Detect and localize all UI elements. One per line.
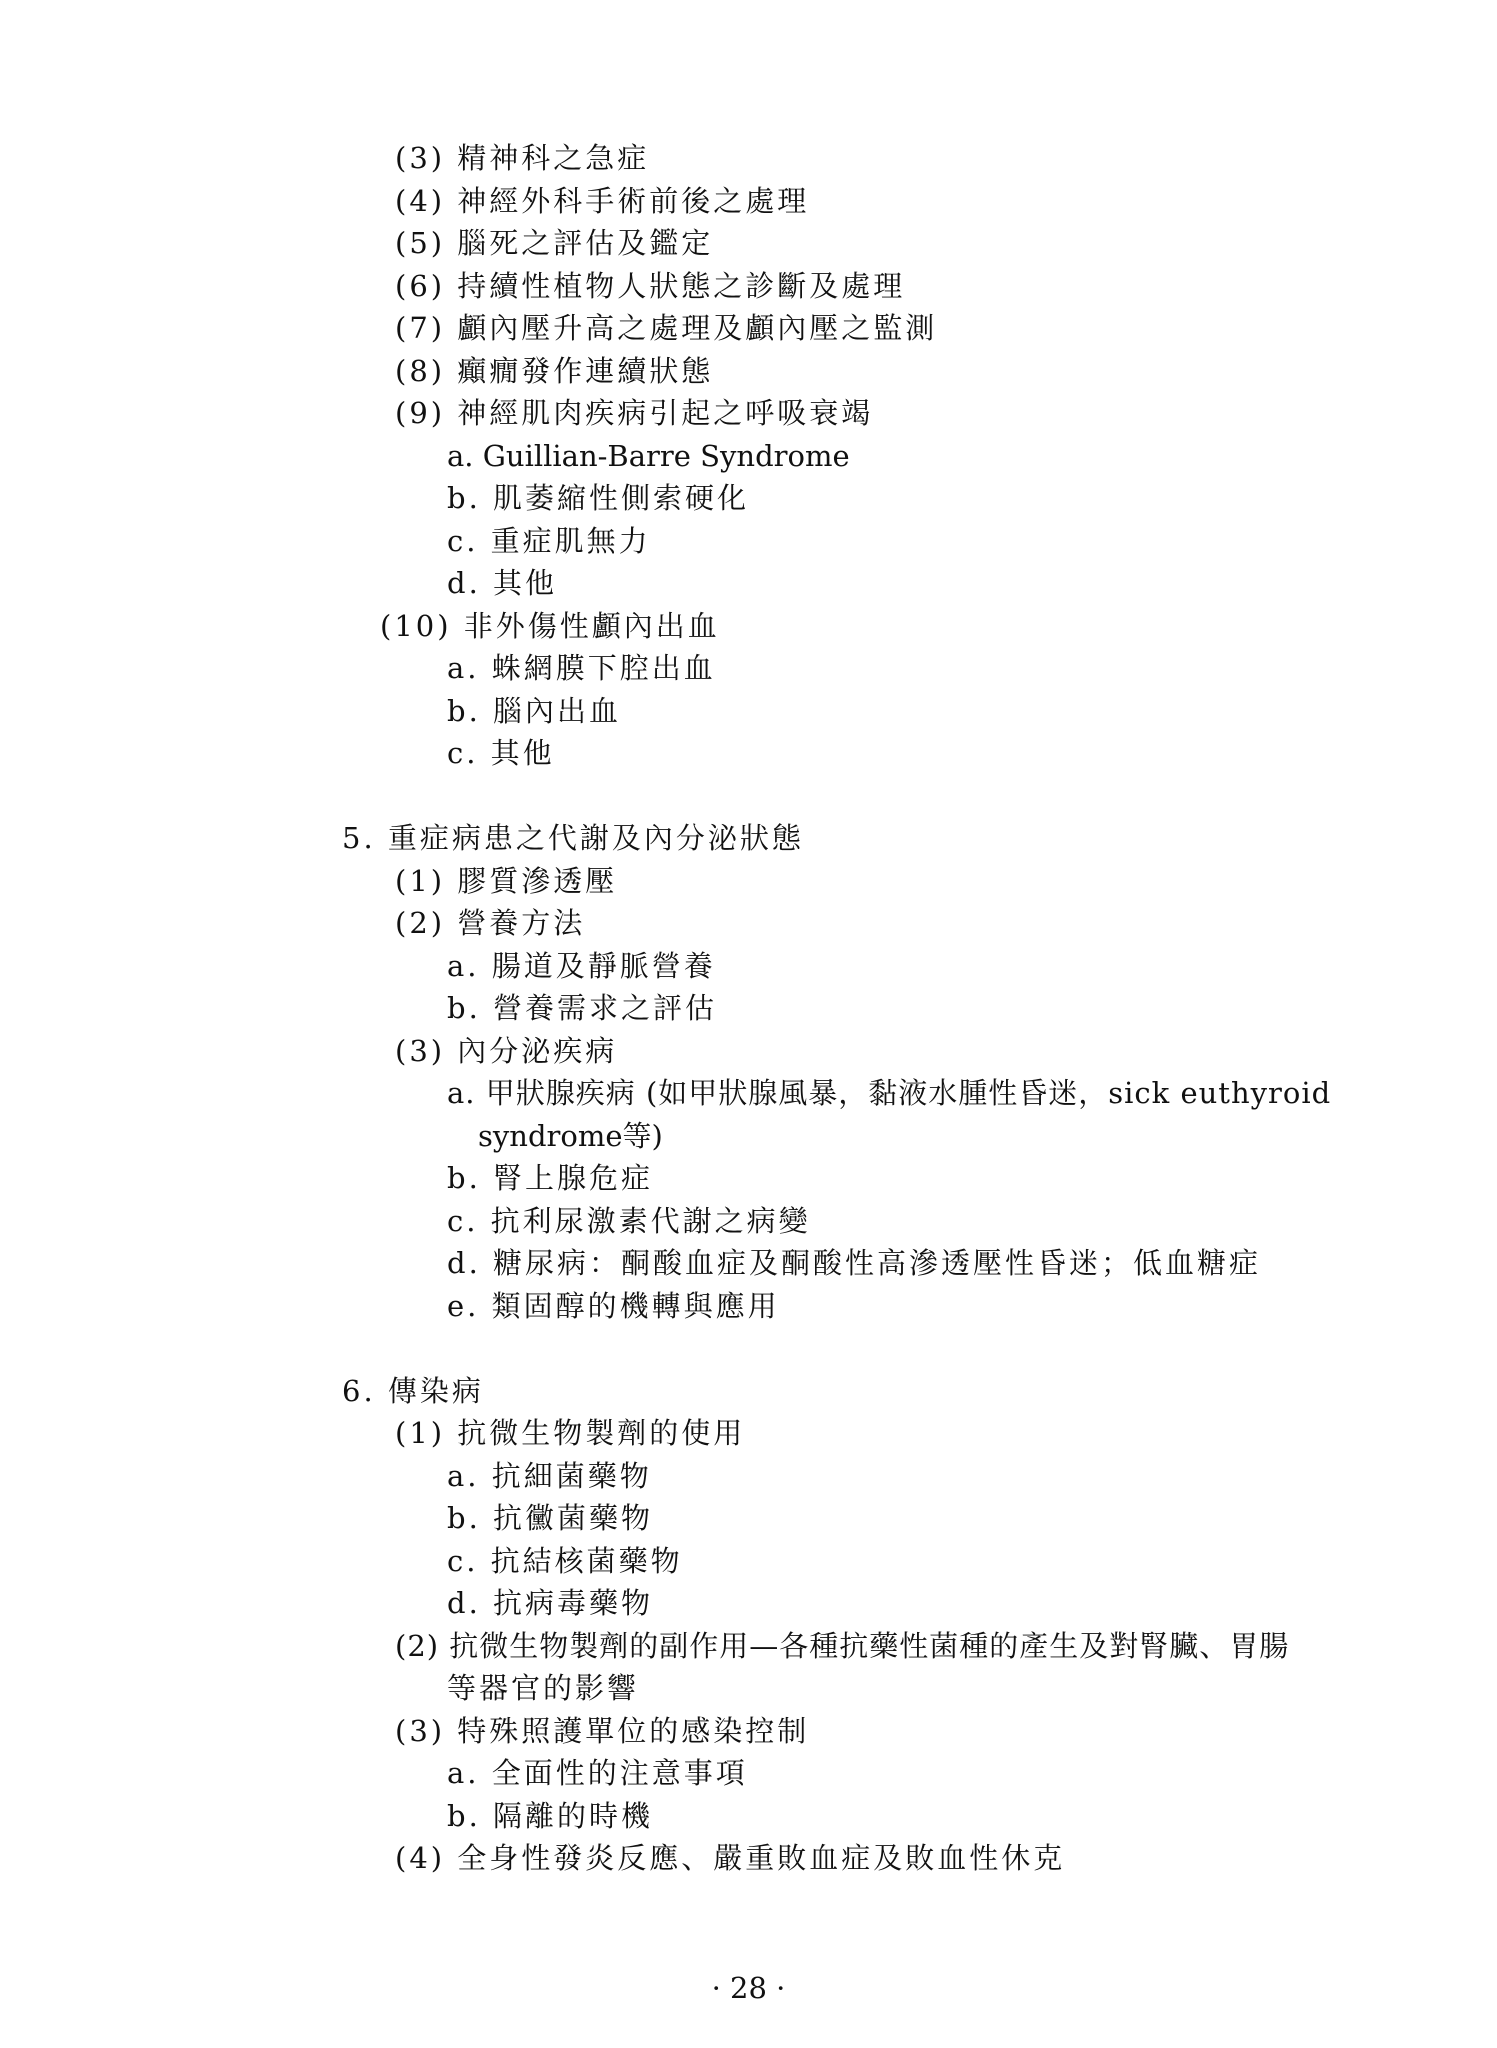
outline-subitem: a. 抗細菌藥物 <box>447 1459 652 1493</box>
outline-subitem-continuation: syndrome等) <box>478 1119 663 1153</box>
outline-subitem: d. 其他 <box>447 566 558 600</box>
section-heading: 6. 傳染病 <box>342 1374 484 1408</box>
outline-item: (3) 內分泌疾病 <box>395 1034 618 1068</box>
outline-subitem: b. 腎上腺危症 <box>447 1161 654 1195</box>
outline-item: (7) 顱內壓升高之處理及顱內壓之監測 <box>395 311 938 345</box>
outline-item: (1) 抗微生物製劑的使用 <box>395 1416 746 1450</box>
outline-item: (5) 腦死之評估及鑑定 <box>395 226 714 260</box>
outline-item: (6) 持續性植物人狀態之診斷及處理 <box>395 269 906 303</box>
outline-subitem: e. 類固醇的機轉與應用 <box>447 1289 780 1323</box>
outline-item: (1) 膠質滲透壓 <box>395 864 618 898</box>
page-number: · 28 · <box>711 1971 786 2005</box>
outline-subitem: b. 肌萎縮性側索硬化 <box>447 481 750 515</box>
outline-item: (4) 全身性發炎反應、嚴重敗血症及敗血性休克 <box>395 1841 1066 1875</box>
outline-item: (2) 營養方法 <box>395 906 586 940</box>
outline-subitem: b. 腦內出血 <box>447 694 622 728</box>
section-heading: 5. 重症病患之代謝及內分泌狀態 <box>342 821 804 855</box>
outline-item: (2) 抗微生物製劑的副作用—各種抗藥性菌種的產生及對腎臟、胃腸 <box>395 1629 1290 1663</box>
outline-subitem: a. 全面性的注意事項 <box>447 1756 748 1790</box>
outline-subitem: a. Guillian-Barre Syndrome <box>447 439 850 473</box>
outline-item: (9) 神經肌肉疾病引起之呼吸衰竭 <box>395 396 874 430</box>
outline-subitem: b. 抗黴菌藥物 <box>447 1501 654 1535</box>
outline-subitem: d. 糖尿病：酮酸血症及酮酸性高滲透壓性昏迷；低血糖症 <box>447 1246 1262 1280</box>
outline-subitem: c. 抗利尿激素代謝之病變 <box>447 1204 811 1238</box>
outline-item: (3) 特殊照護單位的感染控制 <box>395 1714 810 1748</box>
outline-subitem: c. 重症肌無力 <box>447 524 651 558</box>
outline-subitem: b. 隔離的時機 <box>447 1799 654 1833</box>
outline-subitem: c. 抗結核菌藥物 <box>447 1544 683 1578</box>
outline-item: (10) 非外傷性顱內出血 <box>380 609 720 643</box>
outline-subitem: a. 腸道及靜脈營養 <box>447 949 716 983</box>
outline-item-continuation: 等器官的影響 <box>447 1671 640 1705</box>
outline-subitem: a. 甲狀腺疾病 (如甲狀腺風暴，黏液水腫性昏迷，sick euthyroid <box>447 1076 1332 1110</box>
outline-subitem: d. 抗病毒藥物 <box>447 1586 654 1620</box>
outline-item: (8) 癲癇發作連續狀態 <box>395 354 714 388</box>
outline-subitem: a. 蛛網膜下腔出血 <box>447 651 716 685</box>
outline-subitem: c. 其他 <box>447 736 555 770</box>
outline-subitem: b. 營養需求之評估 <box>447 991 718 1025</box>
outline-item: (4) 神經外科手術前後之處理 <box>395 184 810 218</box>
outline-item: (3) 精神科之急症 <box>395 141 650 175</box>
